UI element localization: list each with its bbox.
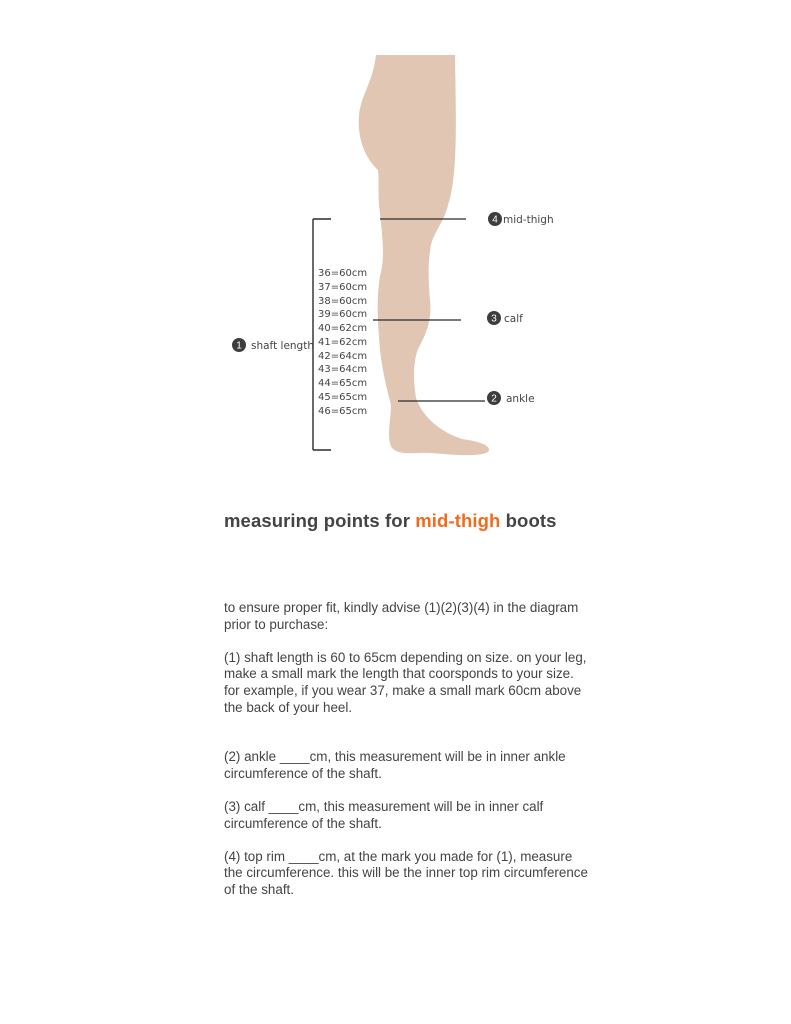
title-prefix: measuring points for [224,510,410,531]
badge-1 [232,338,246,352]
size-row: 41=62cm [318,337,368,348]
svg-text:1: 1 [236,340,242,352]
instructions [224,600,589,899]
title-highlight: mid-thigh [415,510,501,531]
size-row: 45=65cm [318,392,368,403]
size-row: 43=64cm [318,364,368,375]
instructions-intro: to ensure proper fit, kindly advise (1)(2)(3)(4) in the diagram prior to purchase: [224,600,579,632]
svg-text:2: 2 [491,393,497,405]
instructions-step-4: (4) top rim ____cm, at the mark you made for (1), measure the circumference. this will be the inner top rim circumference of the shaft. [224,848,588,897]
size-row: 44=65cm [318,378,368,389]
page-title [224,510,557,532]
shaft-length-label: shaft length [251,340,314,352]
size-chart [318,268,367,417]
instructions-step-1: (1) shaft length is 60 to 65cm depending on size. on your leg, make a small mark the length that coorsponds to your size. for example, if you wear 37, make a small mark 60cm above the back of your heel. [224,649,587,715]
size-row: 39=60cm [318,309,368,320]
calf-label: calf [504,313,523,325]
leg-silhouette [359,55,489,455]
badge-4 [488,212,502,226]
size-row: 38=60cm [318,296,368,307]
size-row: 42=64cm [318,351,368,362]
badge-3 [487,311,501,325]
svg-text:4: 4 [492,214,498,226]
ankle-label: ankle [506,393,535,405]
leg-measurement-diagram [0,0,791,500]
title-suffix: boots [505,510,557,531]
svg-text:3: 3 [491,313,497,325]
mid-thigh-label: mid-thigh [503,214,554,226]
instructions-step-2: (2) ankle ____cm, this measurement will be in inner ankle circumference of the shaft. [224,749,566,781]
size-row: 46=65cm [318,406,368,417]
size-row: 40=62cm [318,323,368,334]
badge-2 [487,391,501,405]
size-row: 36=60cm [318,268,368,279]
instructions-step-3: (3) calf ____cm, this measurement will be in inner calf circumference of the shaft. [224,798,544,831]
size-row: 37=60cm [318,282,368,293]
